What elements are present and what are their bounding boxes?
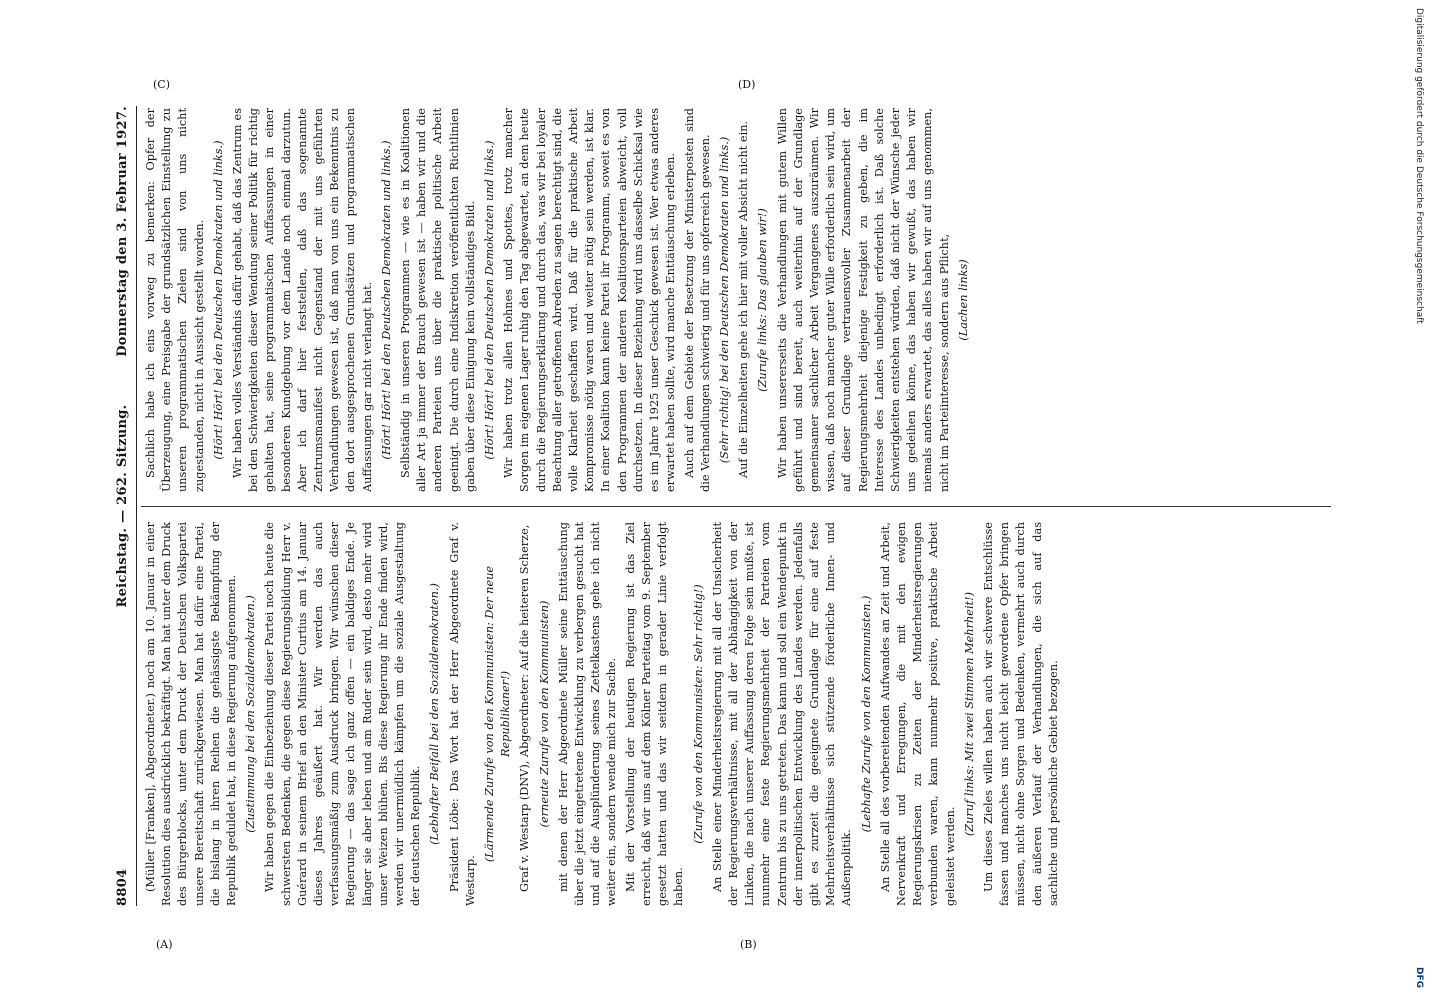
paragraph: Selbständig in unseren Programmen — wie es in Koalitionen aller Art ja immer der Brauch gewesen ist — haben wir und die anderen Parteien uns über die praktische politische Arbeit geeinigt. Die durch eine Indiskretion veröffentlichten Richtlinien gaben über diese Einigung kein vollständiges Bild.	[399, 108, 477, 492]
margin-mark-d: (D)	[738, 78, 756, 91]
paragraph: Wir haben gegen die Einbeziehung dieser Partei noch heute die schwersten Bedenken, die gegen diese Regierungsbildung Herr v. Guérard in seinem Brief an den Minister Curtius am 14. Januar dieses Jahres geäußert hat. Wir werden das auch verfassungsmäßig zum Ausdruck bringen. Wir wünschen dieser Regierung — das sage ich ganz offen — ein baldiges Ende. Je länger sie aber leben und am Ruder sein wird, desto mehr wird unser Weizen blühen. Bis diese Regierung ihr Ende finden wird, werden wir unermüdlich kämpfen um die soziale Ausgestaltung der deutschen Republik.	[263, 522, 423, 906]
paragraph: Auch auf dem Gebiete der Besetzung der Ministerposten sind die Verhandlungen schwierig und für uns opferreich gewesen.	[682, 108, 712, 492]
header-rule	[136, 106, 137, 906]
paragraph: Wir haben volles Verständnis dafür gehabt, daß das Zentrum es bei den Schwierigkeiten dieser Wendung seiner Politik für richtig gehalten hat, seine programmatischen Auffassungen in einer besonderen Kundgebung vor dem Lande noch einmal darzutun. Aber ich darf hier feststellen, daß das sogenannte Zentrumsmanifest nicht Gegenstand der mit uns geführten Verhandlungen gewesen ist, daß man von uns ein Bekenntnis zu den dort ausgesprochenen Grundsätzen und programmatischen Auffassungen gar nicht verlangt hat.	[231, 108, 374, 492]
interjection: (Hört! Hört! bei den Deutschen Demokraten und links.)	[211, 140, 225, 460]
paragraph: Graf v. Westarp (DNV), Abgeordneter: Auf die heiteren Scherze,	[518, 524, 532, 892]
interjection: (Lebhafter Beifall bei den Sozialdemokraten.)	[428, 583, 442, 845]
dfg-logo: DFG	[1414, 966, 1424, 988]
paragraph: Um dieses Zieles willen haben auch wir schwere Entschlüsse fassen und manches uns nicht leicht gewordene Opfer bringen müssen, nicht ohne Sorgen und Bedenken, vermehrt auch durch den äußeren Verlauf der Verhandlungen, die sich auf das sachliche und persönliche Gebiet bezogen.	[981, 522, 1060, 906]
paragraph: Wir haben unsererseits die Verhandlungen mit gutem Willen geführt und sind bereit, auch weiterhin auf der Grundlage gemeinsamer sachlicher Arbeit Vergangenes auszuräumen. Wir wissen, daß noch mancher guter Wille erforderlich sein wird, um auf dieser Grundlage vertrauensvoller Zusammenarbeit der Regierungsmehrheit diejenige Festigkeit zu geben, die im Interesse des Landes unbedingt erforderlich ist. Daß solche Schwierigkeiten entstehen würden, daß nicht der Wünsche jeder uns gedeihen könne, das haben wir gewußt, das haben wir niemals anders erwartet, das alles haben wir auf uns genommen, nicht im Parteiinteresse, sondern aus Pflicht,	[775, 108, 951, 492]
interjection: (Hört! Hört! bei den Deutschen Demokraten und links.)	[379, 140, 393, 460]
paragraph: Auf die Einzelheiten gehe ich hier mit voller Absicht nicht ein.	[737, 120, 751, 478]
paragraph: Mit der Vorstellung der heutigen Regierung ist das Ziel erreicht, daß wir uns auf dem Kölner Parteitag vom 9. September gesetzt hatten und das wir seitdem in gerader Linie verfolgt haben.	[623, 522, 686, 906]
header-session: Reichstag. — 262. Sitzung.	[115, 404, 130, 608]
margin-mark-b: (B)	[740, 938, 757, 951]
column-rule	[141, 506, 1331, 507]
page-header	[111, 106, 135, 906]
interjection: (Sehr richtig! bei den Deutschen Demokraten und links.)	[717, 136, 731, 464]
interjection: (Zuruf links: Mit zwei Stimmen Mehrheit!)	[962, 591, 976, 837]
digitization-sidebar	[1408, 8, 1432, 998]
interjection: (Hört! Hört! bei den Deutschen Demokraten und links.)	[483, 140, 497, 460]
margin-mark-c: (C)	[153, 78, 170, 91]
paragraph: Sachlich habe ich eins vorweg zu bemerken: Opfer der Überzeugung, eine Preisgabe der grundsätzlichen Einstellung zu unseren programmatischen Zielen sind von uns nicht zugestanden, nicht in Aussicht gestellt worden.	[144, 108, 206, 492]
paragraph: Wir haben trotz allen Hohnes und Spottes, trotz mancher Sorgen im eigenen Lager ruhig den Tag abgewartet, an dem heute durch die Regierungserklärung und durch das, was wir bei loyaler Beachtung aller getroffenen Abreden zu sagen berechtigt sind, die volle Klarheit geschaffen wird. Daß für die praktische Arbeit Kompromisse nötig waren und weiter nötig sein werden, ist klar. In einer Koalition kann keine Partei ihr Programm, soweit es von den Programmen der anderen Koalitionsparteien abweicht, voll durchsetzen. In dieser Beziehung wird uns dasselbe Schicksal wie es im Jahre 1925 unser Geschick gewesen ist. Wer etwas anderes erwartet haben sollte, wird manche Enttäuschung erleben.	[502, 108, 678, 492]
rotated-page	[111, 106, 1341, 906]
paragraph: mit denen der Herr Abgeordnete Müller seine Enttäuschung über die jetzt eingetretene Entwicklung zu verbergen gesucht hat und auf die Ausplünderung seines Zettelkastens gehe ich nicht weiter ein, sondern wende mich zur Sache.	[556, 522, 619, 906]
interjection: (Zustimmung bei den Sozialdemokraten.)	[244, 595, 258, 833]
header-date: Donnerstag den 3. Februar 1927.	[115, 106, 130, 357]
margin-mark-a: (A)	[156, 938, 173, 951]
paragraph: An Stelle all des vorbereitenden Aufwandes an Zeit und Arbeit, Nervenkraft und Erregungen, die mit den ewigen Regierungskrisen zu Zeiten der Minderheitsregierungen verbunden waren, kann nunmehr positive, praktische Arbeit geleistet werden.	[878, 522, 957, 906]
paragraph: An Stelle einer Minderheitsregierung mit all der Unsicherheit der Regierungsverhältnisse, mit all der Abhängigkeit von der Linken, die nach unserer Auffassung deren Folge sein mußte, ist nunmehr eine feste Regierungsmehrheit der Parteien vom Zentrum bis zu uns getreten. Das kann und soll ein Wendepunkt in der innerpolitischen Entwicklung des Landes werden. Jedenfalls gibt es zurzeit die geeignete Grundlage für eine auf feste Mehrheitsverhältnisse sich stützende förderliche Innen- und Außenpolitik.	[710, 522, 854, 906]
sidebar-credit: Digitalisierung gefördert durch die Deutsche Forschungsgemeinschaft	[1414, 8, 1424, 324]
paragraph: (Müller [Franken], Abgeordneter.) noch am 10. Januar in einer Resolution dies ausdrücklich bekräftigt. Man hat unter dem Druck des Bürgerblocks, unter dem Druck der Deutschen Volkspartei unsere Bereitschaft zurückgewiesen. Man hat dafür eine Partei, die bislang in ihren Reihen die gehässigste Bekämpfung der Republik geduldet hat, in diese Regierung aufgenommen.	[144, 522, 239, 906]
page-number: 8804	[115, 868, 130, 906]
interjection: (Zurufe links: Das glauben wir!)	[756, 208, 770, 392]
interjection: (erneute Zurufe von den Kommunisten)	[537, 600, 551, 828]
paragraph: Präsident Löbe: Das Wort hat der Herr Abgeordnete Graf v. Westarp.	[447, 522, 477, 906]
interjection: (Zurufe von den Kommunisten: Sehr richtig!)	[691, 584, 705, 844]
right-column	[143, 108, 1333, 492]
interjection: (Lachen links)	[956, 259, 970, 341]
interjection: (Lärmende Zurufe von den Kommunisten: Der neue Republikaner!)	[483, 565, 513, 863]
left-column	[143, 522, 1333, 906]
interjection: (Lebhafte Zurufe von den Kommunisten.)	[859, 595, 873, 833]
